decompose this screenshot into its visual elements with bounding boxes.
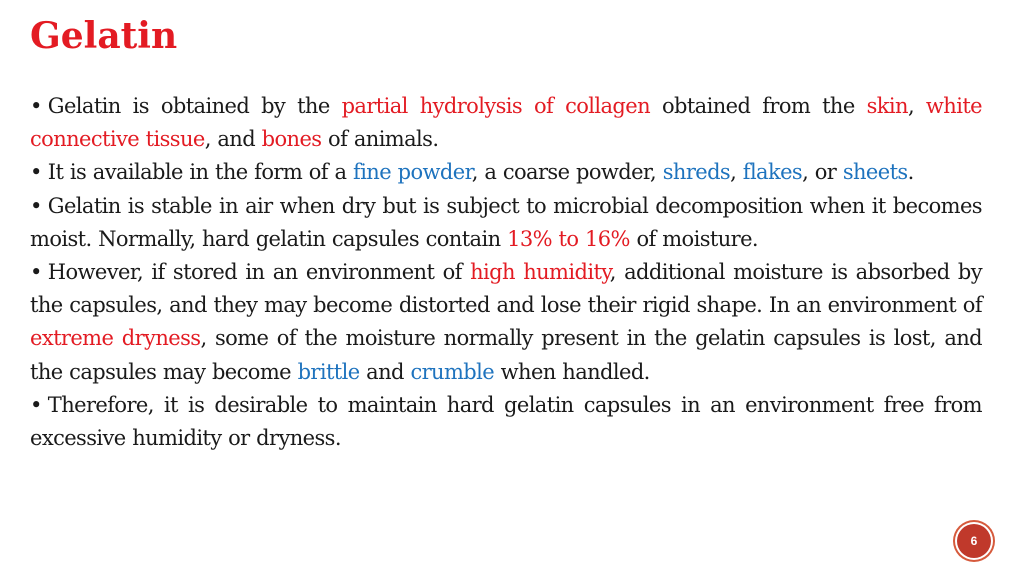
- highlight-red: high humidity: [470, 260, 610, 285]
- text-run: of moisture.: [629, 226, 758, 251]
- bullet-paragraph: [30, 90, 982, 156]
- highlight-blue: flakes: [742, 160, 803, 185]
- text-run: , and: [204, 127, 262, 152]
- bullet-icon: •: [30, 160, 42, 185]
- text-run: , a coarse powder,: [471, 160, 663, 185]
- highlight-red: 13% to 16%: [507, 226, 630, 251]
- highlight-blue: crumble: [410, 359, 495, 384]
- highlight-red: white connective tissue: [30, 94, 983, 152]
- highlight-red: bones: [261, 127, 322, 152]
- page-number-badge: 6: [957, 524, 991, 558]
- text-run: , or: [802, 160, 843, 185]
- text-run: , additional moisture is absorbed by the capsules, and they may become distorted and lose their rigid shape. In an environment of: [30, 260, 982, 318]
- bullet-paragraph: [30, 156, 982, 189]
- bullet-icon: •: [30, 392, 42, 417]
- highlight-blue: brittle: [297, 359, 360, 384]
- bullet-paragraph: [30, 389, 982, 455]
- highlight-blue: shreds: [662, 160, 731, 185]
- highlight-red: partial hydrolysis of collagen: [341, 94, 651, 118]
- text-run: However, if stored in an environment of: [47, 260, 471, 285]
- text-run: .: [907, 160, 914, 185]
- text-run: of animals.: [321, 127, 439, 152]
- text-run: when handled.: [494, 359, 650, 384]
- bullet-paragraph: [30, 190, 982, 256]
- bullet-icon: •: [30, 193, 42, 218]
- slide-title: Gelatin: [30, 15, 178, 57]
- text-run: obtained from the: [650, 94, 867, 118]
- highlight-blue: sheets: [842, 160, 908, 185]
- highlight-red: extreme dryness: [30, 326, 201, 351]
- highlight-red: skin: [866, 94, 908, 118]
- text-run: ,: [730, 160, 743, 185]
- slide-body: [30, 90, 982, 455]
- text-run: Gelatin is stable in air when dry but is subject to microbial decomposition when it becomes moist. Normally, hard gelatin capsules contain: [30, 193, 982, 251]
- text-run: ,: [907, 94, 926, 118]
- text-run: , some of the moisture normally present in the gelatin capsules is lost, and the capsules may become: [30, 326, 983, 384]
- highlight-blue: fine powder: [353, 160, 472, 185]
- bullet-paragraph: [30, 256, 982, 389]
- text-run: Therefore, it is desirable to maintain hard gelatin capsules in an environment free from excessive humidity or dryness.: [30, 392, 982, 451]
- text-run: Gelatin is obtained by the: [47, 94, 342, 118]
- text-run: It is available in the form of a: [47, 160, 354, 185]
- text-run: and: [359, 359, 411, 384]
- bullet-icon: •: [30, 260, 42, 285]
- bullet-icon: •: [30, 94, 42, 118]
